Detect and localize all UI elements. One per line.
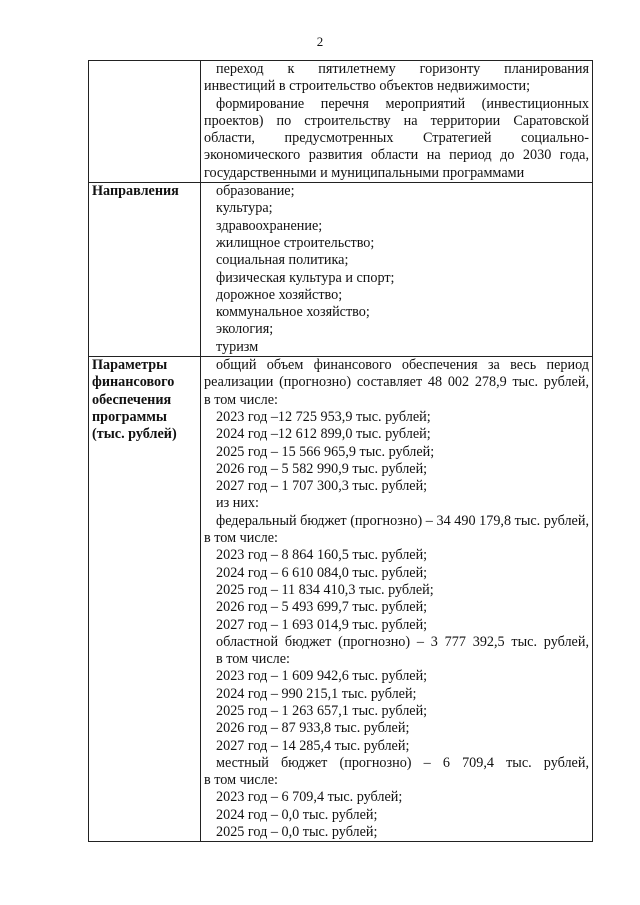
content-line: из них: (216, 495, 259, 512)
row-content-cell (201, 183, 593, 357)
content-line: 2027 год – 1 707 300,3 тыс. рублей; (216, 478, 428, 495)
table-row (89, 183, 593, 357)
page-number: 2 (316, 34, 324, 49)
row-content-cell (201, 61, 593, 183)
row-label-line: обеспечения (92, 391, 172, 408)
content-line: здравоохранение; (216, 217, 323, 234)
content-line: 2024 год – 6 610 084,0 тыс. рублей; (216, 564, 428, 581)
content-line: 2023 год – 8 864 160,5 тыс. рублей; (216, 547, 428, 564)
content-line: физическая культура и спорт; (216, 269, 395, 286)
content-line: области, предусмотренных Стратегией социально- (204, 130, 589, 147)
content-line: государственными и муниципальными программами (204, 164, 525, 181)
content-line: 2025 год – 1 263 657,1 тыс. рублей; (216, 702, 428, 719)
content-line: 2025 год – 15 566 965,9 тыс. рублей; (216, 443, 435, 460)
program-passport-table (88, 60, 593, 842)
content-line: 2026 год – 87 933,8 тыс. рублей; (216, 720, 410, 737)
table-body (89, 61, 593, 842)
content-line: переход к пятилетнему горизонту планирования (216, 61, 589, 77)
content-line: инвестиций в строительство объектов недвижимости; (204, 78, 531, 95)
content-line: социальная политика; (216, 252, 349, 269)
content-line: федеральный бюджет (прогнозно) – 34 490 179,8 тыс. рублей, (216, 512, 589, 529)
row-label-line: Направления (92, 183, 179, 200)
content-line: дорожное хозяйство; (216, 286, 343, 303)
content-line: жилищное строительство; (216, 234, 375, 251)
row-content-cell (201, 357, 593, 842)
row-label-line: Параметры (92, 357, 168, 374)
content-line: в том числе: (204, 530, 278, 547)
content-line: 2026 год – 5 493 699,7 тыс. рублей; (216, 599, 428, 616)
content-line: в том числе: (216, 651, 290, 668)
row-label-cell (89, 61, 201, 183)
content-line: 2024 год – 990 215,1 тыс. рублей; (216, 685, 417, 702)
content-line: 2027 год – 14 285,4 тыс. рублей; (216, 737, 410, 754)
content-line: 2025 год – 11 834 410,3 тыс. рублей; (216, 581, 434, 598)
content-line: экология; (216, 321, 274, 338)
content-line: экономического развития области на период до 2030 года, (204, 147, 589, 164)
content-line: туризм (216, 338, 259, 355)
content-line: 2024 год – 0,0 тыс. рублей; (216, 806, 378, 823)
content-line: областной бюджет (прогнозно) – 3 777 392,5 тыс. рублей, (216, 633, 589, 650)
content-line: 2023 год – 6 709,4 тыс. рублей; (216, 789, 403, 806)
content-line: реализации (прогнозно) составляет 48 002 278,9 тыс. рублей, (204, 374, 589, 391)
content-line: 2024 год –12 612 899,0 тыс. рублей; (216, 426, 431, 443)
content-line: местный бюджет (прогнозно) – 6 709,4 тыс. рублей, (216, 754, 589, 771)
content-line: проектов) по строительству на территории Саратовской (204, 112, 589, 129)
content-line: 2023 год –12 725 953,9 тыс. рублей; (216, 408, 431, 425)
content-line: общий объем финансового обеспечения за весь период (216, 357, 589, 374)
content-line: образование; (216, 183, 295, 200)
content-line: в том числе: (204, 391, 278, 408)
row-label-cell (89, 357, 201, 842)
table-row (89, 61, 593, 183)
content-line: 2026 год – 5 582 990,9 тыс. рублей; (216, 460, 428, 477)
content-line: культура; (216, 200, 273, 217)
content-line: коммунальное хозяйство; (216, 304, 370, 321)
row-label-line: (тыс. рублей) (92, 426, 177, 443)
content-line: 2027 год – 1 693 014,9 тыс. рублей; (216, 616, 428, 633)
table-row (89, 357, 593, 842)
row-label-line: финансового (92, 374, 175, 391)
content-line: 2025 год – 0,0 тыс. рублей; (216, 824, 378, 841)
row-label-line: программы (92, 408, 167, 425)
content-line: формирование перечня мероприятий (инвестиционных (216, 95, 589, 112)
content-line: 2023 год – 1 609 942,6 тыс. рублей; (216, 668, 428, 685)
row-label-cell (89, 183, 201, 357)
content-line: в том числе: (204, 772, 278, 789)
